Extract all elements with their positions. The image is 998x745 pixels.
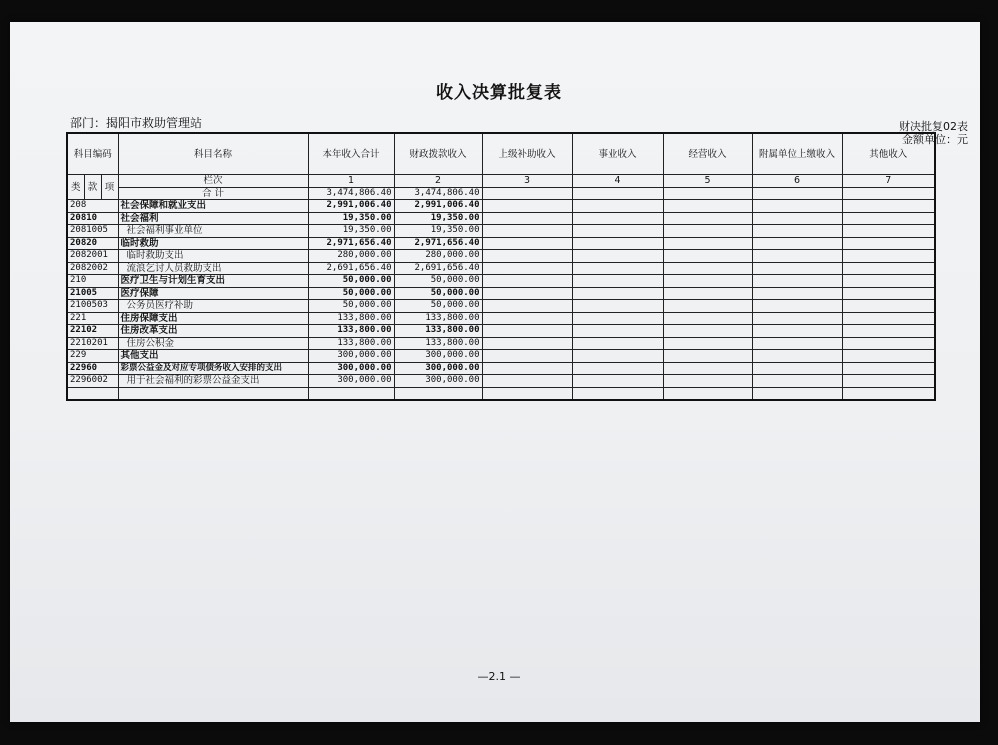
row-code: 2210201 — [67, 337, 118, 350]
table-row — [67, 200, 935, 213]
row-name: 社会福利 — [118, 212, 308, 225]
row-name: 住房公积金 — [118, 337, 308, 350]
row-fiscal: 133,800.00 — [394, 325, 482, 338]
table-row — [67, 300, 935, 313]
table-row — [67, 237, 935, 250]
row-fiscal: 19,350.00 — [394, 225, 482, 238]
row-code: 229 — [67, 350, 118, 363]
row-total-income: 133,800.00 — [308, 325, 394, 338]
header-kuan: 款 — [84, 175, 101, 200]
amount-unit: 金额单位：元 — [902, 133, 968, 146]
row-fiscal: 50,000.00 — [394, 275, 482, 288]
row-fiscal: 300,000.00 — [394, 350, 482, 363]
total-income: 3,474,806.40 — [308, 187, 394, 200]
department-label: 部门：揭阳市救助管理站 — [70, 116, 203, 130]
header-col5: 经营收入 — [663, 133, 752, 175]
row-total-income: 50,000.00 — [308, 300, 394, 313]
table-row — [67, 375, 935, 388]
row-total-income: 280,000.00 — [308, 250, 394, 263]
row-code: 22960 — [67, 362, 118, 375]
header-code: 科目编码 — [67, 133, 118, 175]
row-name: 社会保障和就业支出 — [118, 200, 308, 213]
row-code: 210 — [67, 275, 118, 288]
row-name: 医疗卫生与计划生育支出 — [118, 275, 308, 288]
row-fiscal: 50,000.00 — [394, 300, 482, 313]
header-lei: 类 — [67, 175, 84, 200]
lanci-1: 1 — [308, 175, 394, 188]
lanci-2: 2 — [394, 175, 482, 188]
row-name: 彩票公益金及对应专项债务收入安排的支出 — [118, 362, 308, 375]
total-fiscal: 3,474,806.40 — [394, 187, 482, 200]
row-total-income: 2,691,656.40 — [308, 262, 394, 275]
table-row — [67, 262, 935, 275]
header-col6: 附属单位上缴收入 — [752, 133, 842, 175]
lanci-row — [67, 175, 935, 188]
row-name: 临时救助 — [118, 237, 308, 250]
header-col2: 财政拨款收入 — [394, 133, 482, 175]
row-fiscal: 50,000.00 — [394, 287, 482, 300]
row-fiscal: 133,800.00 — [394, 312, 482, 325]
row-name: 临时救助支出 — [118, 250, 308, 263]
row-fiscal: 2,991,006.40 — [394, 200, 482, 213]
form-number: 财决批复02表 — [899, 120, 968, 133]
row-total-income: 300,000.00 — [308, 362, 394, 375]
row-fiscal: 300,000.00 — [394, 375, 482, 388]
row-code: 20810 — [67, 212, 118, 225]
row-code: 221 — [67, 312, 118, 325]
row-total-income: 2,991,006.40 — [308, 200, 394, 213]
row-fiscal: 2,691,656.40 — [394, 262, 482, 275]
row-code: 22102 — [67, 325, 118, 338]
table-row — [67, 362, 935, 375]
row-code: 21005 — [67, 287, 118, 300]
header-col7: 其他收入 — [842, 133, 935, 175]
row-total-income: 300,000.00 — [308, 375, 394, 388]
lanci-5: 5 — [663, 175, 752, 188]
row-total-income: 300,000.00 — [308, 350, 394, 363]
row-name: 其他支出 — [118, 350, 308, 363]
row-name: 医疗保障 — [118, 287, 308, 300]
lanci-7: 7 — [842, 175, 935, 188]
lanci-3: 3 — [482, 175, 572, 188]
total-row — [67, 187, 935, 200]
row-code: 208 — [67, 200, 118, 213]
row-total-income: 2,971,656.40 — [308, 237, 394, 250]
row-total-income: 133,800.00 — [308, 337, 394, 350]
row-total-income: 133,800.00 — [308, 312, 394, 325]
row-total-income: 50,000.00 — [308, 275, 394, 288]
income-table — [66, 132, 936, 401]
page-number: —2.1 — — [477, 670, 521, 683]
row-total-income: 50,000.00 — [308, 287, 394, 300]
blank-row — [67, 387, 935, 400]
table-row — [67, 275, 935, 288]
header-col1: 本年收入合计 — [308, 133, 394, 175]
page-title: 收入决算批复表 — [436, 83, 562, 103]
row-name: 社会福利事业单位 — [118, 225, 308, 238]
header-row — [67, 133, 935, 175]
lanci-6: 6 — [752, 175, 842, 188]
header-col4: 事业收入 — [572, 133, 663, 175]
table-row — [67, 287, 935, 300]
row-fiscal: 133,800.00 — [394, 337, 482, 350]
row-name: 流浪乞讨人员救助支出 — [118, 262, 308, 275]
row-code: 2081005 — [67, 225, 118, 238]
row-total-income: 19,350.00 — [308, 225, 394, 238]
row-name: 住房改革支出 — [118, 325, 308, 338]
table-row — [67, 212, 935, 225]
header-col3: 上级补助收入 — [482, 133, 572, 175]
table-row — [67, 250, 935, 263]
row-fiscal: 300,000.00 — [394, 362, 482, 375]
table-row — [67, 350, 935, 363]
table-row — [67, 337, 935, 350]
row-code: 2100503 — [67, 300, 118, 313]
row-code: 2082001 — [67, 250, 118, 263]
table-row — [67, 225, 935, 238]
lanci-4: 4 — [572, 175, 663, 188]
row-code: 20820 — [67, 237, 118, 250]
table-row — [67, 325, 935, 338]
row-code: 2082002 — [67, 262, 118, 275]
row-name: 用于社会福利的彩票公益金支出 — [118, 375, 308, 388]
row-code: 2296002 — [67, 375, 118, 388]
header-xiang: 项 — [101, 175, 118, 200]
total-label: 合 计 — [118, 187, 308, 200]
header-name: 科目名称 — [118, 133, 308, 175]
lanci-label: 栏次 — [118, 175, 308, 188]
table-row — [67, 312, 935, 325]
row-total-income: 19,350.00 — [308, 212, 394, 225]
row-name: 公务员医疗补助 — [118, 300, 308, 313]
row-fiscal: 2,971,656.40 — [394, 237, 482, 250]
row-fiscal: 280,000.00 — [394, 250, 482, 263]
row-name: 住房保障支出 — [118, 312, 308, 325]
row-fiscal: 19,350.00 — [394, 212, 482, 225]
